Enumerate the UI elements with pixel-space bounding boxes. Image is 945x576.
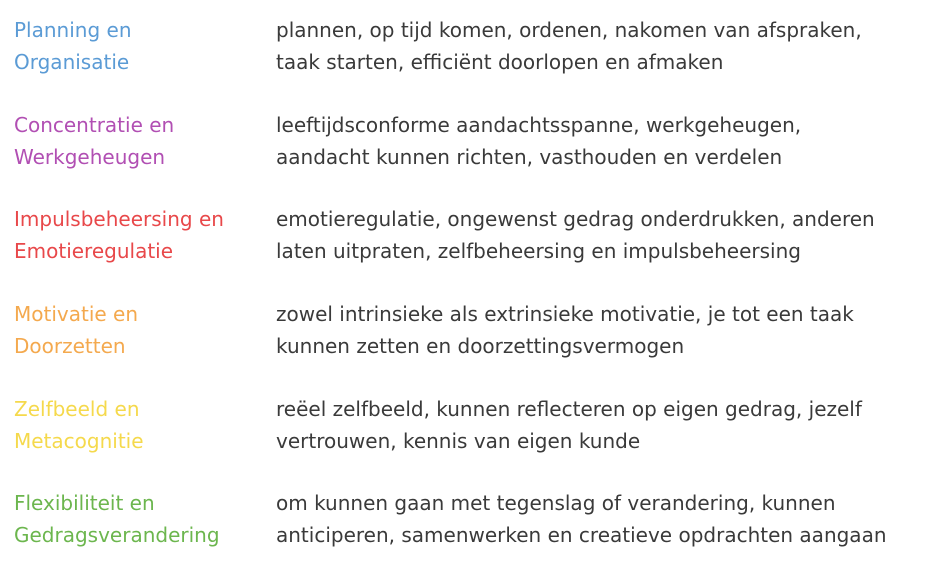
category-description bbox=[276, 393, 936, 457]
description-line: anticiperen, samenwerken en creatieve opdrachten aangaan bbox=[276, 523, 887, 547]
category-label-line: Emotieregulatie bbox=[14, 239, 174, 263]
description-line: vertrouwen, kennis van eigen kunde bbox=[276, 429, 641, 453]
description-line: om kunnen gaan met tegenslag of verandering, kunnen bbox=[276, 491, 836, 515]
category-label-line: Flexibiliteit en bbox=[14, 491, 155, 515]
category-description bbox=[276, 487, 936, 551]
description-line: zowel intrinsieke als extrinsieke motivatie, je tot een taak bbox=[276, 302, 854, 326]
category-label bbox=[14, 298, 264, 362]
category-description bbox=[276, 109, 936, 173]
category-description bbox=[276, 203, 936, 267]
description-line: plannen, op tijd komen, ordenen, nakomen van afspraken, bbox=[276, 18, 862, 42]
list-item-zelfbeeld bbox=[0, 393, 945, 457]
category-label-line: Motivatie en bbox=[14, 302, 139, 326]
category-label bbox=[14, 203, 264, 267]
category-label-line: Planning en bbox=[14, 18, 132, 42]
description-line: laten uitpraten, zelfbeheersing en impulsbeheersing bbox=[276, 239, 801, 263]
list-item-motivatie bbox=[0, 298, 945, 362]
list-item-concentratie bbox=[0, 109, 945, 173]
description-line: leeftijdsconforme aandachtsspanne, werkgeheugen, bbox=[276, 113, 802, 137]
category-label bbox=[14, 393, 264, 457]
category-label bbox=[14, 109, 264, 173]
category-label-line: Metacognitie bbox=[14, 429, 144, 453]
category-description bbox=[276, 14, 936, 78]
description-line: emotieregulatie, ongewenst gedrag onderdrukken, anderen bbox=[276, 207, 875, 231]
category-label-line: Zelfbeeld en bbox=[14, 397, 140, 421]
description-line: kunnen zetten en doorzettingsvermogen bbox=[276, 334, 685, 358]
category-label-line: Impulsbeheersing en bbox=[14, 207, 224, 231]
list-item-impulsbeheersing bbox=[0, 203, 945, 267]
list-item-flexibiliteit bbox=[0, 487, 945, 551]
description-line: reëel zelfbeeld, kunnen reflecteren op eigen gedrag, jezelf bbox=[276, 397, 862, 421]
category-label-line: Doorzetten bbox=[14, 334, 126, 358]
category-label-line: Gedragsverandering bbox=[14, 523, 220, 547]
category-label-line: Concentratie en bbox=[14, 113, 175, 137]
category-label bbox=[14, 14, 264, 78]
description-line: aandacht kunnen richten, vasthouden en verdelen bbox=[276, 145, 783, 169]
category-label-line: Organisatie bbox=[14, 50, 130, 74]
category-label bbox=[14, 487, 264, 551]
category-label-line: Werkgeheugen bbox=[14, 145, 166, 169]
category-description bbox=[276, 298, 936, 362]
list-item-planning bbox=[0, 14, 945, 78]
description-line: taak starten, efficiënt doorlopen en afmaken bbox=[276, 50, 724, 74]
